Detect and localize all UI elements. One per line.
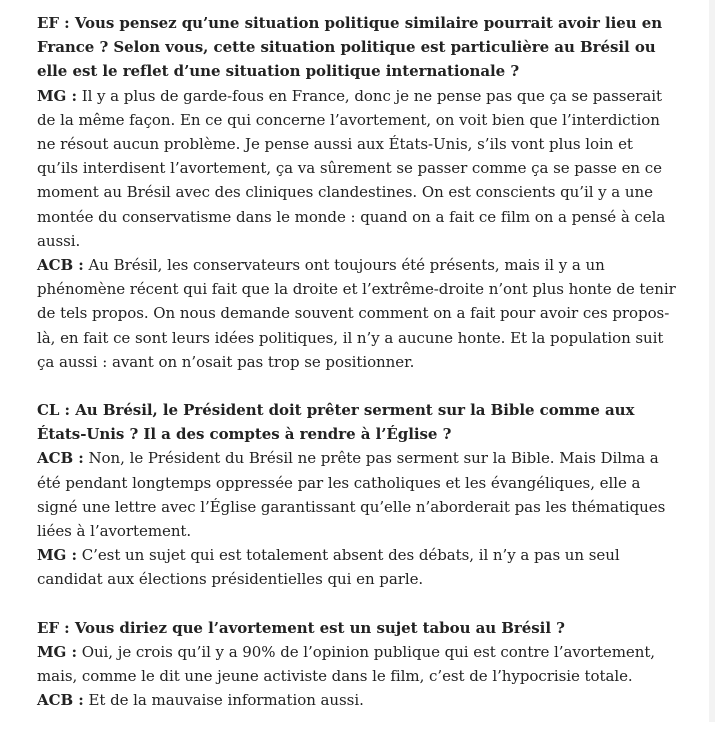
speaker-label: ACB : — [37, 691, 84, 710]
speaker-label: ACB : — [37, 449, 84, 468]
answer-1-1 — [37, 84, 677, 253]
answer-text: Non, le Président du Brésil ne prête pas serment sur la Bible. Mais Dilma a été pendant longtemps oppressée par les catholiques et les évangéliques, elle a signé une lettre avec l’Église garantissant qu’elle n’aborderait pas les thématiques liées à l’avortement. — [37, 449, 666, 541]
speaker-label: MG : — [37, 86, 77, 105]
answer-2-1 — [37, 446, 677, 543]
interview-article — [37, 11, 677, 736]
answer-text: Et de la mauvaise information aussi. — [83, 691, 364, 710]
answer-text: Au Brésil, les conservateurs ont toujours été présents, mais il y a un phénomène récent qui fait que la droite et l’extrême-droite n’ont plus honte de tenir de tels propos. On nous demande souvent comment on a fait pour avoir ces propos-là, en fait ce sont leurs idées politiques, il n’y a aucune honte. Et la population suit ça aussi : avant on n’osait pas trop se positionner. — [37, 256, 676, 371]
answer-2-2 — [37, 543, 677, 591]
answer-text: C’est un sujet qui est totalement absent des débats, il n’y a pas un seul candidat aux élections présidentielles qui en parle. — [37, 546, 620, 589]
speaker-label: ACB : — [37, 256, 84, 275]
answer-3-2 — [37, 688, 677, 712]
qa-block-3 — [37, 616, 677, 713]
answer-1-2 — [37, 253, 677, 374]
question-1: EF : Vous pensez qu’une situation politique similaire pourrait avoir lieu en France ? Selon vous, cette situation politique est particulière au Brésil ou elle est le reflet d’une situation politique internationale ? — [37, 14, 663, 81]
question-3: EF : Vous diriez que l’avortement est un sujet tabou au Brésil ? — [37, 618, 565, 637]
answer-text: Il y a plus de garde-fous en France, donc je ne pense pas que ça se passerait de la même façon. En ce qui concerne l’avortement, on voit bien que l’interdiction ne résout aucun problème. Je pense aussi aux États-Unis, s’ils vont plus loin et qu’ils interdisent l’avortement, ça va sûrement se passer comme ça se passe en ce moment au Brésil avec des cliniques clandestines. On est conscients qu’il y a une montée du conservatisme dans le monde : quand on a fait ce film on a pensé à cela aussi. — [37, 86, 666, 250]
page-edge — [709, 0, 715, 722]
speaker-label: MG : — [37, 642, 77, 661]
qa-block-2 — [37, 398, 677, 592]
answer-3-1 — [37, 640, 677, 688]
answer-text: Oui, je crois qu’il y a 90% de l’opinion publique qui est contre l’avortement, mais, comme le dit une jeune activiste dans le film, c’est de l’hypocrisie totale. — [37, 642, 656, 686]
speaker-label: MG : — [37, 546, 77, 565]
qa-block-1 — [37, 11, 677, 374]
question-2: CL : Au Brésil, le Président doit prêter serment sur la Bible comme aux États-Unis ? Il a des comptes à rendre à l’Église ? — [37, 401, 635, 444]
